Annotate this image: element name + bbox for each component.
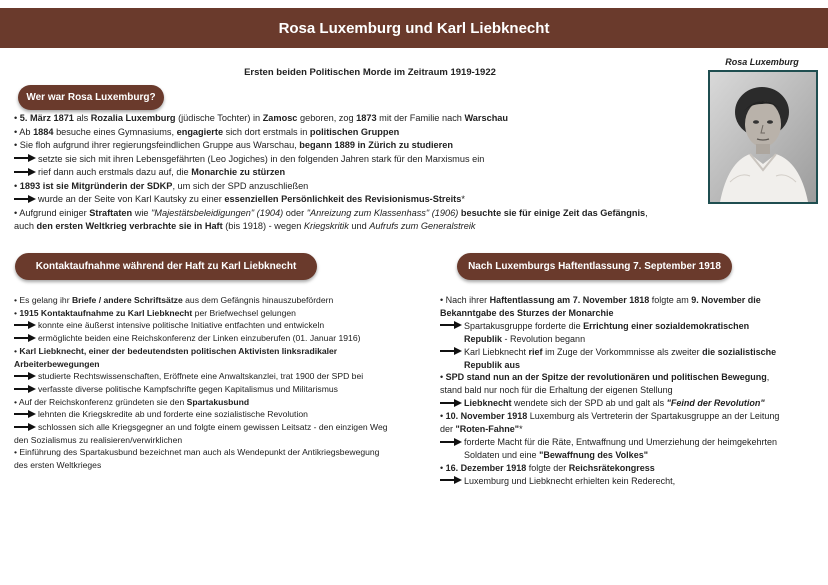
text-segment: • Aufgrund einiger [14,207,90,218]
text-line [14,358,429,371]
arrow-right-icon [14,372,36,380]
text-segment: den ersten Weltkrieg verbrachte sie in Haft [36,221,223,231]
text-italic: "Anreizung zum Klassenhass" (1906) [306,207,459,218]
text-segment: Zamosc [262,113,298,123]
text-segment: • Ab [14,126,34,137]
text-line [14,383,429,396]
text-segment: als [73,113,91,123]
text-segment [304,221,349,231]
text-segment: studierte Rechtswissenschaften, Eröffnete eine Anwaltskanzlei, trat 1900 der SPD bei [38,371,364,382]
text-segment: 1884 [33,126,54,137]
text-segment: 16. Dezember 1918 [445,462,527,473]
arrow-right-icon [440,476,462,484]
text-segment: setzte sie sich mit ihren Lebensgefährten (Leo Jogiches) in den folgenden Jahren stark für den Marxismus ein [38,153,485,164]
text-segment: oder [283,207,307,218]
text-line [14,446,429,459]
text-segment: schlossen sich alle Kriegsgegner an und folgte einem gewissen Leitsatz - den einzigen Weg [38,422,388,433]
section-title-nach-label: Nach Luxemburgs Haftentlassung 7. September 1918 [468,261,721,272]
arrow-right-icon [14,423,36,431]
arrow-right-icon [440,347,462,355]
text-segment: Spartakusbund [186,396,250,407]
text-segment: begann 1889 in Zürich zu studieren [299,140,453,150]
text-segment: 10. November 1918 [445,411,528,422]
text-segment: "Roten-Fahne" [455,424,520,435]
text-segment: 1893 ist sie Mitgründerin der SDKP [19,180,173,191]
arrow-right-icon [14,410,36,418]
text-line [440,436,820,449]
text-line [14,166,704,180]
text-line [440,346,820,359]
text-line [14,421,429,434]
text-line [440,410,820,423]
text-segment: Luxemburg als Vertreterin der Spartakusgruppe an der Leitung [527,411,780,422]
text-segment: wurde an der Seite von Karl Kautsky zu einer [38,194,225,204]
text-segment: Karl Liebknecht, einer der bedeutendsten politischen Aktivisten linksradikaler [19,345,338,356]
text-line [14,112,704,126]
text-line [14,180,704,194]
text-segment: • [14,307,20,318]
text-segment: Liebknecht [464,398,512,409]
text-segment: Briefe / andere Schriftsätze [71,295,183,305]
text-line [14,332,429,345]
text-segment: Warschau [464,113,509,123]
text-segment: Spartakusgruppe forderte die [464,320,584,331]
text-segment: (bis 1918) - wegen [222,221,304,231]
page-title-banner [0,8,828,48]
text-segment: Reichsrätekongress [568,462,655,473]
text-segment: essenziellen Persönlichkeit des Revisionismus-Streits [224,194,462,204]
text-segment: konnte eine äußerst intensive politische Initiative entfachten und entwickeln [38,320,325,331]
arrow-right-icon [14,385,36,393]
text-line [14,434,429,447]
text-line [440,294,820,307]
portrait-caption: Rosa Luxemburg [725,57,799,67]
text-line [440,307,820,320]
text-segment: • Auf der Reichskonferenz gründeten sie den [14,396,187,407]
section-title-haft [15,253,317,280]
text-segment: (jüdische Tochter) in [175,113,263,123]
arrow-right-icon [14,195,36,203]
section-title-nach [457,253,732,280]
portrait-image [708,70,818,204]
text-segment: • Nach ihrer [440,295,490,305]
text-segment: "Bewaffnung des Volkes" [539,449,648,460]
text-segment: geboren, zog [297,113,357,123]
text-segment: engagierte [176,126,224,137]
text-line [440,462,820,475]
text-segment: • Es gelang ihr [14,295,72,305]
text-line [14,345,429,358]
text-line [14,153,704,167]
arrow-right-icon [14,154,36,162]
text-segment: Luxemburg und Liebknecht erhielten kein Rederecht, [464,475,676,486]
text-segment: Monarchie zu stürzen [191,167,286,177]
text-segment: der [440,424,456,435]
subtitle: Ersten beiden Politischen Morde im Zeitraum 1919-1922 [244,67,496,78]
text-segment: per Briefwechsel gelungen [192,307,296,318]
text-line [440,371,820,384]
text-segment: • Sie floh aufgrund ihrer regierungsfeindlichen Gruppe aus Warschau, [14,140,300,150]
text-segment: , [766,372,770,383]
text-segment: 5. März 1871 [19,113,74,123]
section-title-who-label: Wer war Rosa Luxemburg? [26,92,156,103]
haft-section-text [14,294,429,472]
text-line [440,475,820,488]
text-segment: * [519,424,523,435]
text-segment: Rozalia Luxemburg [90,113,176,123]
text-segment: auch [14,221,37,231]
text-line [440,423,820,436]
text-segment: verfasste diverse politische Kampfschrifte gegen Kapitalismus und Militarismus [38,383,338,394]
arrow-right-icon [440,438,462,446]
text-segment: stand bald nur noch für die Erhaltung der eigenen Stellung [440,385,673,396]
text-line [440,359,820,372]
text-segment [307,208,459,218]
text-segment: lehnten die Kriegskredite ab und forderte eine sozialistische Revolution [38,409,308,420]
text-line [14,459,429,472]
text-segment: aus dem Gefängnis hinauszubefördern [182,295,334,305]
text-line [14,139,704,153]
text-segment: besuchte sie für einige Zeit das Gefängnis [460,207,646,218]
text-line [14,294,429,307]
text-italic: Aufrufs zum Generalstreik [369,221,476,231]
text-segment [667,398,765,408]
text-segment: ermöglichte beiden eine Reichskonferenz der Linken einzuberufen (01. Januar 1916) [38,333,361,344]
text-segment: des ersten Weltkrieges [14,460,102,471]
text-line [14,396,429,409]
text-line [14,126,704,140]
text-segment: und [348,221,370,231]
text-line [440,449,820,462]
text-line [440,397,820,410]
text-segment: rief [528,346,543,357]
text-italic: "Majestätsbeleidigungen" (1904) [151,207,284,218]
text-segment: den Sozialismus zu realisieren/verwirklichen [14,434,183,445]
text-segment: Errichtung einer sozialdemokratischen [583,320,750,331]
text-segment: SPD stand nun an der Spitze der revolutionären und politischen Bewegung [445,372,767,383]
text-segment: besuche eines Gymnasiums, [53,126,177,137]
text-segment: Bekanntgabe des Sturzes der Monarchie [440,307,614,318]
text-segment: wie [132,207,152,218]
text-line [14,207,704,221]
text-line [440,384,820,397]
text-italic: Kriegskritik [303,221,349,231]
arrow-right-icon [14,321,36,329]
text-line [14,307,429,320]
text-segment: • [440,372,446,383]
text-segment: die sozialistische [702,346,777,357]
section-title-who [18,85,164,110]
text-segment [151,208,283,218]
text-segment: 1873 [356,113,377,123]
text-segment [369,221,475,231]
text-segment: • Einführung des Spartakusbund bezeichnet man auch als Wendepunkt der Antikriegsbewegung [14,447,380,458]
text-segment: folgte der [526,462,569,473]
text-line [440,333,820,346]
text-segment: • [14,113,20,123]
text-line [14,193,704,207]
arrow-right-icon [440,321,462,329]
arrow-right-icon [440,399,462,407]
text-segment: forderte Macht für die Räte, Entwaffnung und Umerziehung der heimgekehrten [464,436,778,447]
text-line [14,408,429,421]
text-segment: sich dort erstmals in [223,126,310,137]
portrait-photo [710,72,816,202]
text-segment: 9. November die [691,295,761,305]
text-segment: , um sich der SPD anzuschließen [172,180,309,191]
text-italic: "Feind der Revolution" [666,398,765,409]
section-title-haft-label: Kontaktaufnahme während der Haft zu Karl Liebknecht [35,261,297,272]
arrow-right-icon [14,334,36,342]
text-segment: folgte am [649,295,692,305]
text-segment: Karl Liebknecht [464,346,529,357]
text-line [440,320,820,333]
nach-section-text [440,294,820,488]
text-line [14,370,429,383]
text-segment: rief dann auch erstmals dazu auf, die [38,167,192,177]
text-segment: Arbeiterbewegungen [14,358,100,369]
text-segment: politischen Gruppen [309,126,400,137]
arrow-right-icon [14,168,36,176]
text-segment: • [14,345,20,356]
text-segment: Straftaten [89,207,133,218]
page-title: Rosa Luxemburg und Karl Liebknecht [278,19,550,37]
text-segment: • [14,180,20,191]
text-segment: im Zuge der Vorkommnisse als zweiter [542,346,703,357]
text-segment: , [645,207,648,218]
text-segment: 1915 Kontaktaufnahme zu Karl Liebknecht [19,307,193,318]
text-segment: mit der Familie nach [376,113,465,123]
text-segment: - Revolution begann [502,333,586,344]
who-section-text [14,112,704,234]
text-line [14,220,704,234]
text-segment: Republik aus [464,359,521,370]
text-segment: • [440,411,446,422]
text-segment: • [440,462,446,473]
text-segment: Republik [464,333,503,344]
text-segment: Soldaten und eine [464,449,540,460]
text-segment: wendete sich der SPD ab und galt als [511,398,667,409]
text-line [14,319,429,332]
text-segment: * [461,194,465,204]
text-segment: Haftentlassung am 7. November 1818 [489,295,650,305]
